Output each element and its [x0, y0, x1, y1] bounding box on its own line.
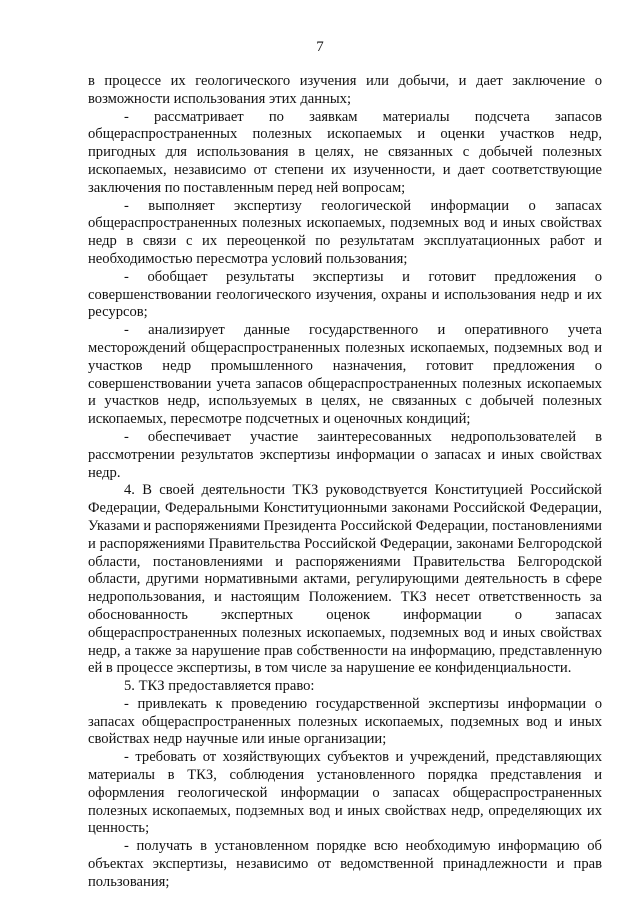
- paragraph-7: 4. В своей деятельности ТКЗ руководствуется Конституцией Российской Федерации, Федеральными Конституционными законами Российской Федерации, Указами и распоряжениями Президента Российской Федерации, постановлениями и распоряжениями Правительства Российской Федерации, законами Белгородской области, постановлениями и распоряжениями Правительства Белгородской области, другими нормативными актами, регулирующими деятельность в сфере недропользования, и настоящим Положением. ТКЗ несет ответственность за обоснованность экспертных оценок информации о запасах общераспространенных полезных ископаемых, подземных вод и иных свойствах недр, а также за нарушение прав собственности на информацию, представленную ей в процессе экспертизы, в том числе за нарушение ее конфиденциальности.: [88, 482, 602, 677]
- paragraph-2: - рассматривает по заявкам материалы подсчета запасов общераспространенных полезных ископаемых и оценки участков недр, пригодных для использования в целях, не связанных с добычей полезных ископаемых, независимо от степени их изученности, и дает соответствующие заключения по поставленным перед ней вопросам;: [88, 108, 602, 196]
- paragraph-11: - получать в установленном порядке всю необходимую информацию об объектах экспертизы, независимо от ведомственной принадлежности и прав пользования;: [88, 838, 602, 890]
- paragraph-5: - анализирует данные государственного и оперативного учета месторождений общераспространенных полезных ископаемых, подземных вод и участков недр промышленного назначения, готовит предложения о совершенствовании учета запасов общераспространенных полезных ископаемых и участков недр, используемых в целях, не связанных с добычей полезных ископаемых, пересмотре подсчетных и оценочных кондиций;: [88, 322, 602, 428]
- paragraph-4: - обобщает результаты экспертизы и готовит предложения о совершенствовании геологического изучения, охраны и использования недр и их ресурсов;: [88, 268, 602, 321]
- paragraph-9: - привлекать к проведению государственной экспертизы информации о запасах общераспространенных полезных ископаемых, подземных вод и иных свойствах недр научные или иные организации;: [88, 695, 602, 748]
- document-body: [88, 73, 602, 892]
- paragraph-1: в процессе их геологического изучения или добычи, и дает заключение о возможности использования этих данных;: [88, 73, 602, 107]
- paragraph-8: 5. ТКЗ предоставляется право:: [124, 678, 315, 695]
- paragraph-6: - обеспечивает участие заинтересованных недропользователей в рассмотрении результатов экспертизы информации о запасах и иных свойствах недр.: [88, 428, 602, 481]
- paragraph-3: - выполняет экспертизу геологической информации о запасах общераспространенных полезных ископаемых, подземных вод и иных свойствах недр в связи с их переоценкой по результатам эксплуатационных работ и необходимостью пересмотра условий пользования;: [88, 197, 602, 267]
- page-number: 7: [316, 39, 324, 55]
- paragraph-10: - требовать от хозяйствующих субъектов и учреждений, представляющих материалы в ТКЗ, соблюдения установленного порядка представления и оформления геологической информации о запасах общераспространенных полезных ископаемых, подземных вод и иных свойствах недр, определяющих их ценность;: [88, 749, 602, 837]
